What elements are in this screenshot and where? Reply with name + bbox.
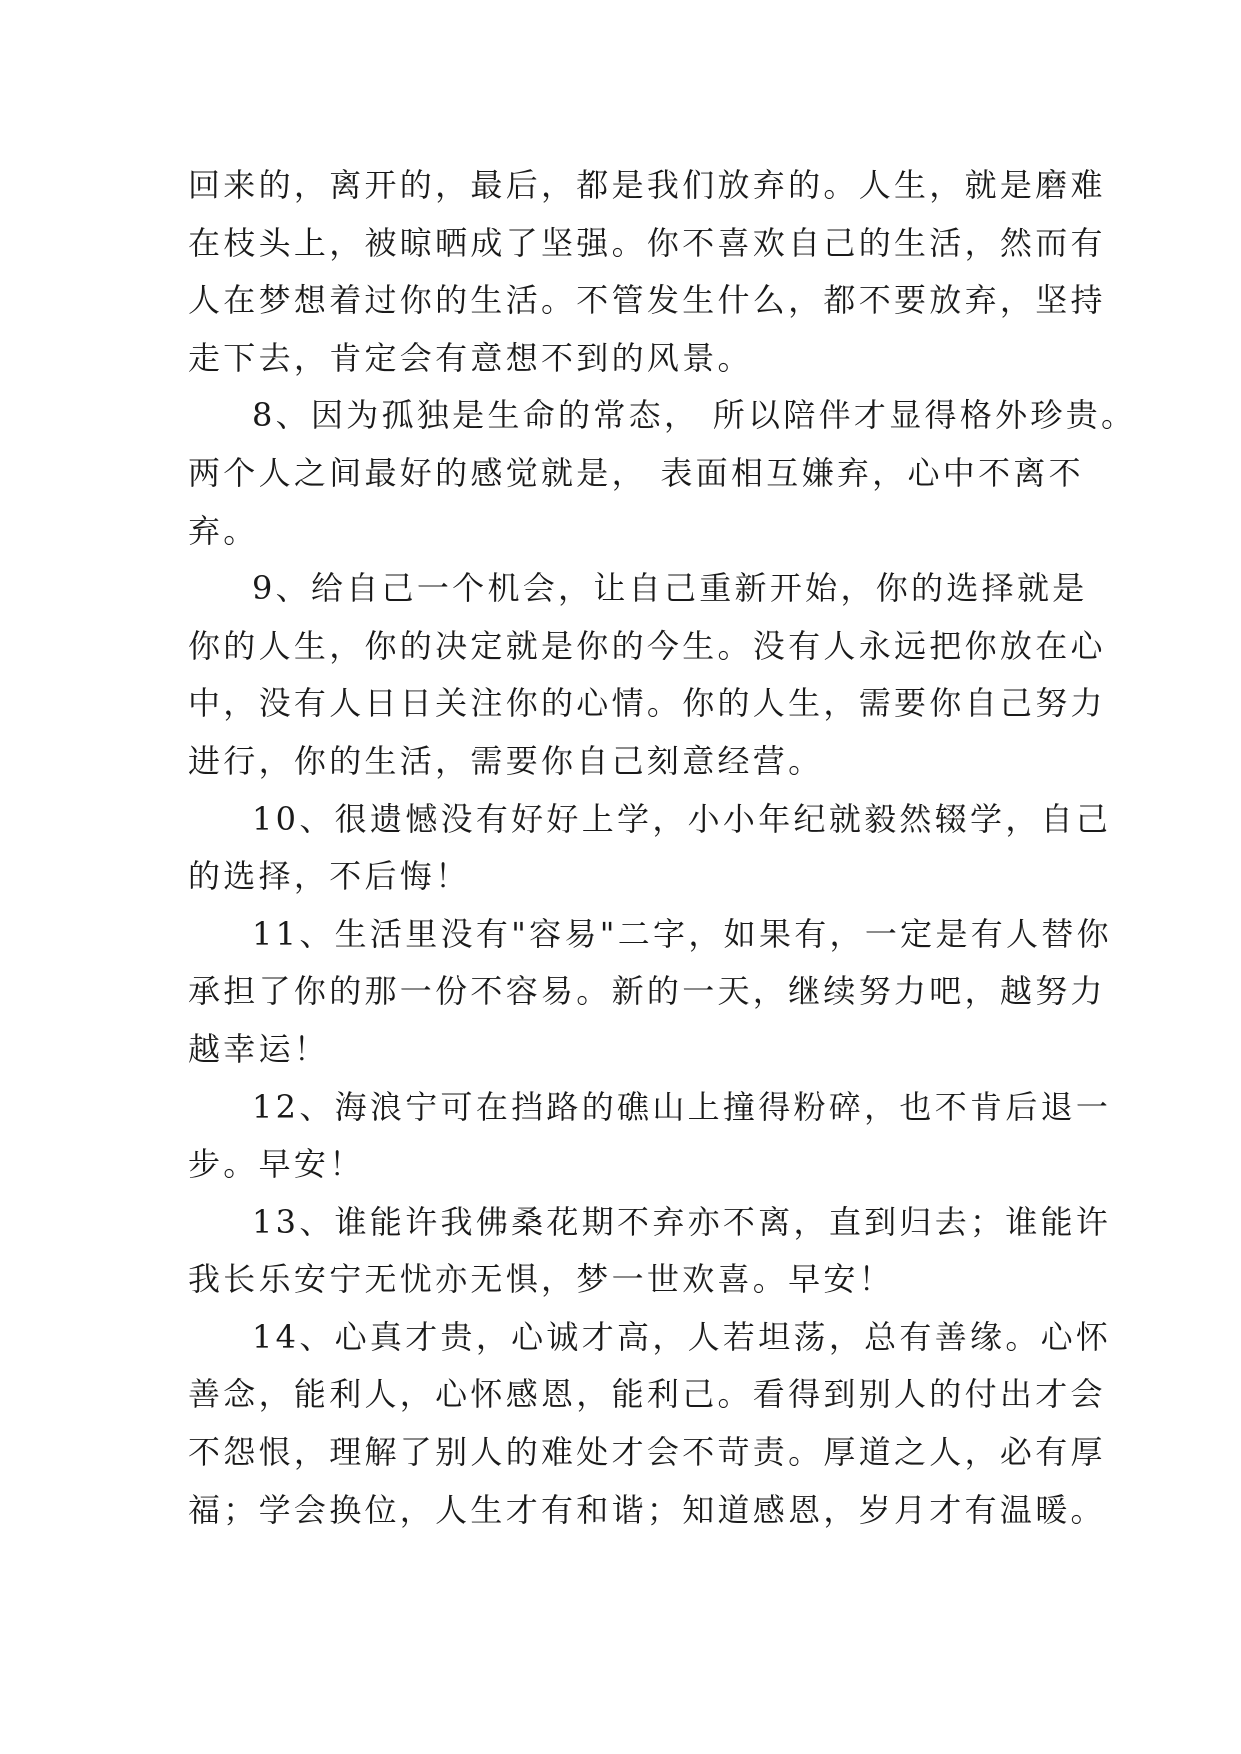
text-line: 人在梦想着过你的生活。不管发生什么，都不要放弃，坚持 <box>188 281 1106 320</box>
text-line: 在枝头上，被晾晒成了坚强。你不喜欢自己的生活，然而有 <box>188 223 1106 262</box>
document-body <box>188 157 1137 1539</box>
text-line: 10、很遗憾没有好好上学，小小年纪就毅然辍学，自己 <box>252 799 1112 838</box>
text-line: 越幸运！ <box>188 1029 330 1068</box>
text-line: 弃。 <box>188 511 259 550</box>
text-line: 你的人生，你的决定就是你的今生。没有人永远把你放在心 <box>188 626 1106 665</box>
text-line: 步。早安！ <box>188 1145 365 1184</box>
text-line: 13、谁能许我佛桑花期不弃亦不离，直到归去；谁能许 <box>252 1202 1112 1241</box>
text-line: 我长乐安宁无忧亦无惧，梦一世欢喜。早安！ <box>188 1260 895 1299</box>
text-line: 12、海浪宁可在挡路的礁山上撞得粉碎，也不肯后退一 <box>252 1087 1112 1126</box>
text-line: 不怨恨，理解了别人的难处才会不苛责。厚道之人，必有厚 <box>188 1433 1106 1472</box>
text-line: 进行，你的生活，需要你自己刻意经营。 <box>188 741 824 780</box>
text-line: 11、生活里没有"容易"二字，如果有，一定是有人替你 <box>252 914 1112 953</box>
text-line: 善念，能利人，心怀感恩，能利己。看得到别人的付出才会 <box>188 1375 1106 1414</box>
text-line: 福；学会换位，人生才有和谐；知道感恩，岁月才有温暖。 <box>188 1490 1106 1529</box>
text-line: 中，没有人日日关注你的心情。你的人生，需要你自己努力 <box>188 684 1106 723</box>
text-line: 的选择，不后悔！ <box>188 857 471 896</box>
text-line: 回来的，离开的，最后，都是我们放弃的。人生，就是磨难 <box>188 166 1106 204</box>
text-line: 两个人之间最好的感觉就是， 表面相互嫌弃，心中不离不 <box>188 453 1084 492</box>
text-line: 承担了你的那一份不容易。新的一天，继续努力吧，越努力 <box>188 972 1106 1011</box>
text-line: 14、心真才贵，心诚才高，人若坦荡，总有善缘。心怀 <box>252 1317 1112 1356</box>
text-line: 走下去，肯定会有意想不到的风景。 <box>188 338 753 377</box>
text-line: 9、给自己一个机会，让自己重新开始，你的选择就是 <box>252 569 1088 608</box>
text-line: 8、因为孤独是生命的常态， 所以陪伴才显得格外珍贵。 <box>252 396 1137 435</box>
